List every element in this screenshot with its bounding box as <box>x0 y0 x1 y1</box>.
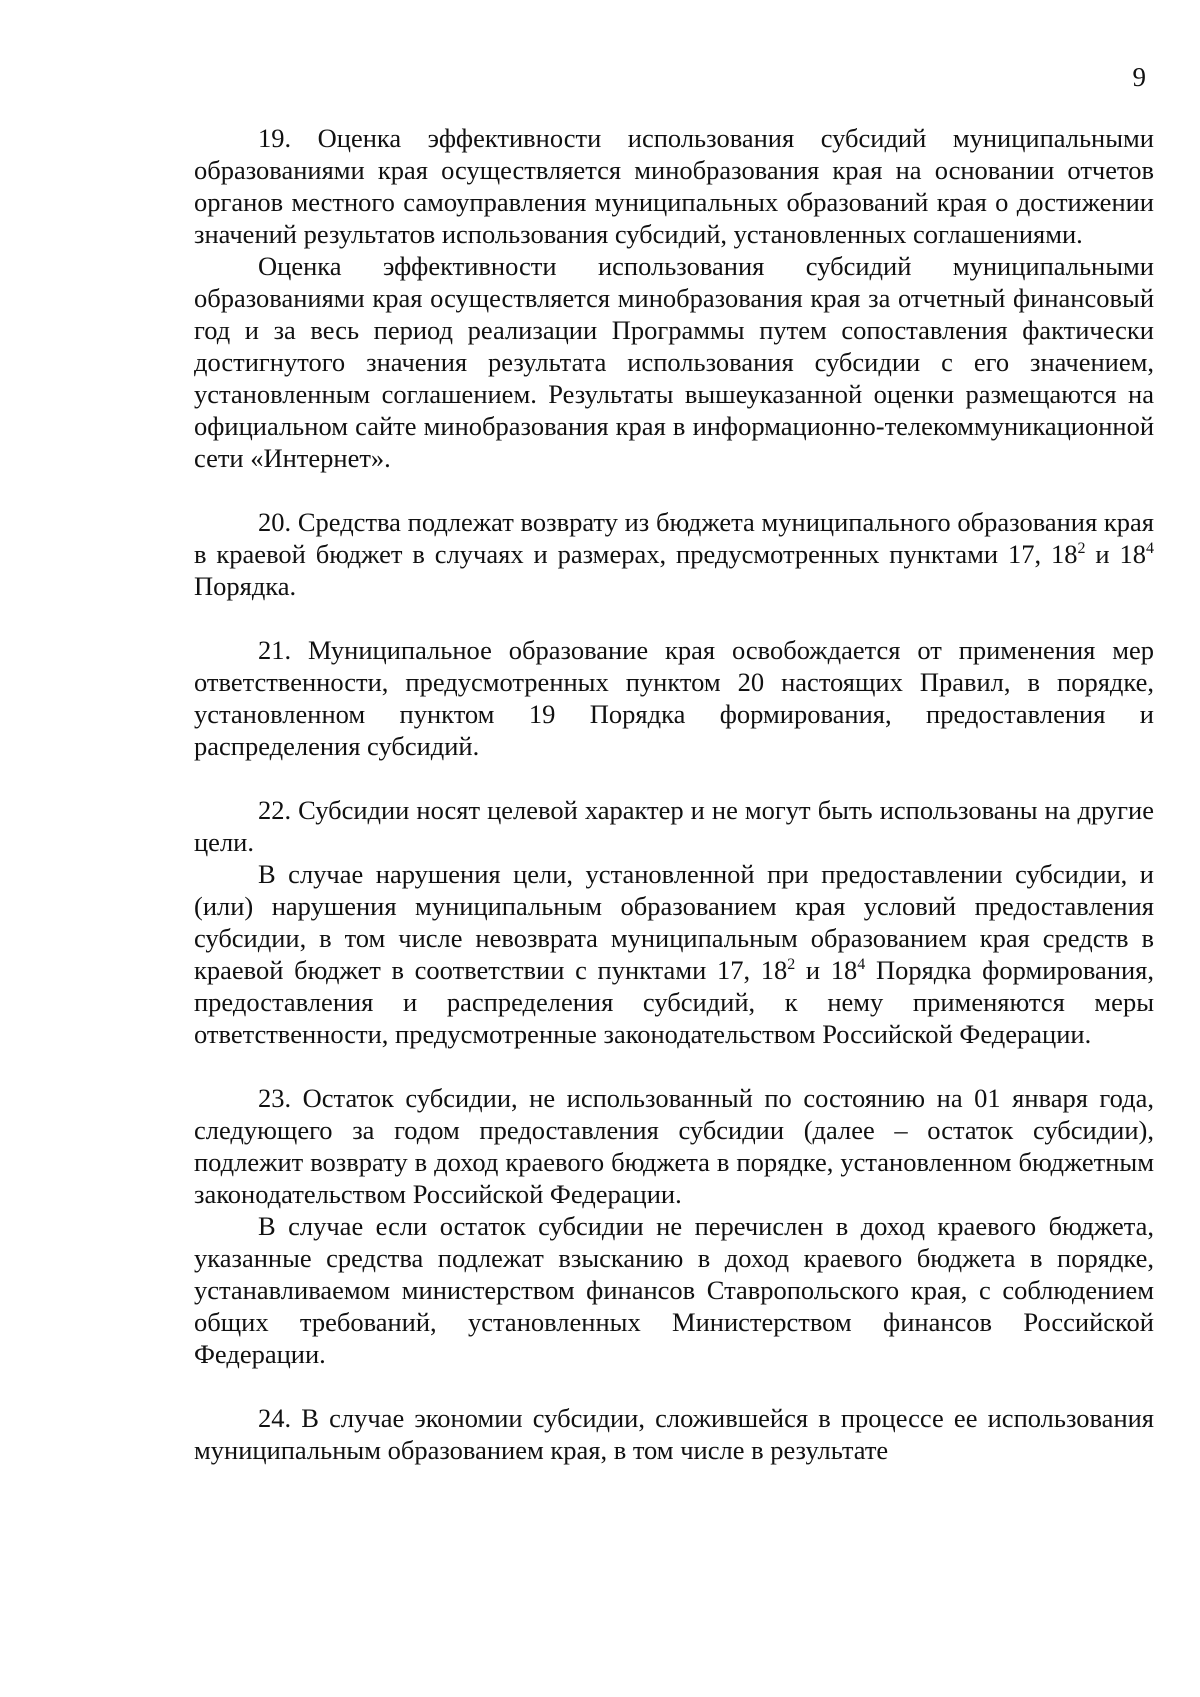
superscript: 2 <box>1077 540 1086 558</box>
paragraph-22-1: 22. Субсидии носят целевой характер и не могут быть использованы на другие цели. <box>194 795 1154 857</box>
document-body <box>194 122 1154 1466</box>
paragraph-22-2 <box>194 858 1154 1050</box>
paragraph-22-2-text-c: Порядка формирования, предоставления и распределения субсидий, к нему применяются меры ответственности, предусмотренные законодательством Российской Федерации. <box>194 955 1154 1049</box>
paragraph-20-text-a: 20. Средства подлежат возврату из бюджета муниципального образования края в краевой бюджет в случаях и размерах, предусмотренных пунктами 17, 18 <box>194 507 1154 569</box>
paragraph-20-text-c: Порядка. <box>194 571 297 601</box>
paragraph-gap <box>194 474 1154 506</box>
paragraph-gap <box>194 762 1154 794</box>
paragraph-21: 21. Муниципальное образование края освобождается от применения мер ответственности, предусмотренных пунктом 20 настоящих Правил, в порядке, установленном пунктом 19 Порядка формирования, предоставления и распределения субсидий. <box>194 635 1154 761</box>
paragraph-gap <box>194 1050 1154 1082</box>
paragraph-22-2-text-a: В случае нарушения цели, установленной при предоставлении субсидии, и (или) нарушения муниципальным образованием края условий предоставления субсидии, в том числе невозврата муниципальным образованием края средств в краевой бюджет в соответствии с пунктами 17, 18 <box>194 859 1154 985</box>
paragraph-19-1: 19. Оценка эффективности использования субсидий муниципальными образованиями края осуществляется минобразования края на основании отчетов органов местного самоуправления муниципальных образований края о достижении значений результатов использования субсидий, установленных соглашениями. <box>194 123 1154 249</box>
superscript: 4 <box>1146 540 1154 558</box>
superscript: 4 <box>857 956 866 974</box>
superscript: 2 <box>787 956 796 974</box>
paragraph-22-2-text-b: и 18 <box>795 955 858 985</box>
page-number: 9 <box>1132 62 1146 92</box>
paragraph-gap <box>194 602 1154 634</box>
paragraph-23-1: 23. Остаток субсидии, не использованный по состоянию на 01 января года, следующего за годом предоставления субсидии (далее – остаток субсидии), подлежит возврату в доход краевого бюджета в порядке, установленном бюджетным законодательством Российской Федерации. <box>194 1083 1154 1209</box>
paragraph-19-2: Оценка эффективности использования субсидий муниципальными образованиями края осуществляется минобразования края за отчетный финансовый год и за весь период реализации Программы путем сопоставления фактически достигнутого значения результата использования субсидии с его значением, установленным соглашением. Результаты вышеуказанной оценки размещаются на официальном сайте минобразования края в информационно-телекоммуникационной сети «Интернет». <box>194 251 1154 473</box>
paragraph-20-text-b: и 18 <box>1085 539 1146 569</box>
paragraph-20 <box>194 506 1154 602</box>
paragraph-23-2: В случае если остаток субсидии не перечислен в доход краевого бюджета, указанные средства подлежат взысканию в доход краевого бюджета в порядке, устанавливаемом министерством финансов Ставропольского края, с соблюдением общих требований, установленных Министерством финансов Российской Федерации. <box>194 1211 1154 1369</box>
paragraph-gap <box>194 1370 1154 1402</box>
paragraph-24: 24. В случае экономии субсидии, сложившейся в процессе ее использования муниципальным образованием края, в том числе в результате <box>194 1403 1154 1465</box>
